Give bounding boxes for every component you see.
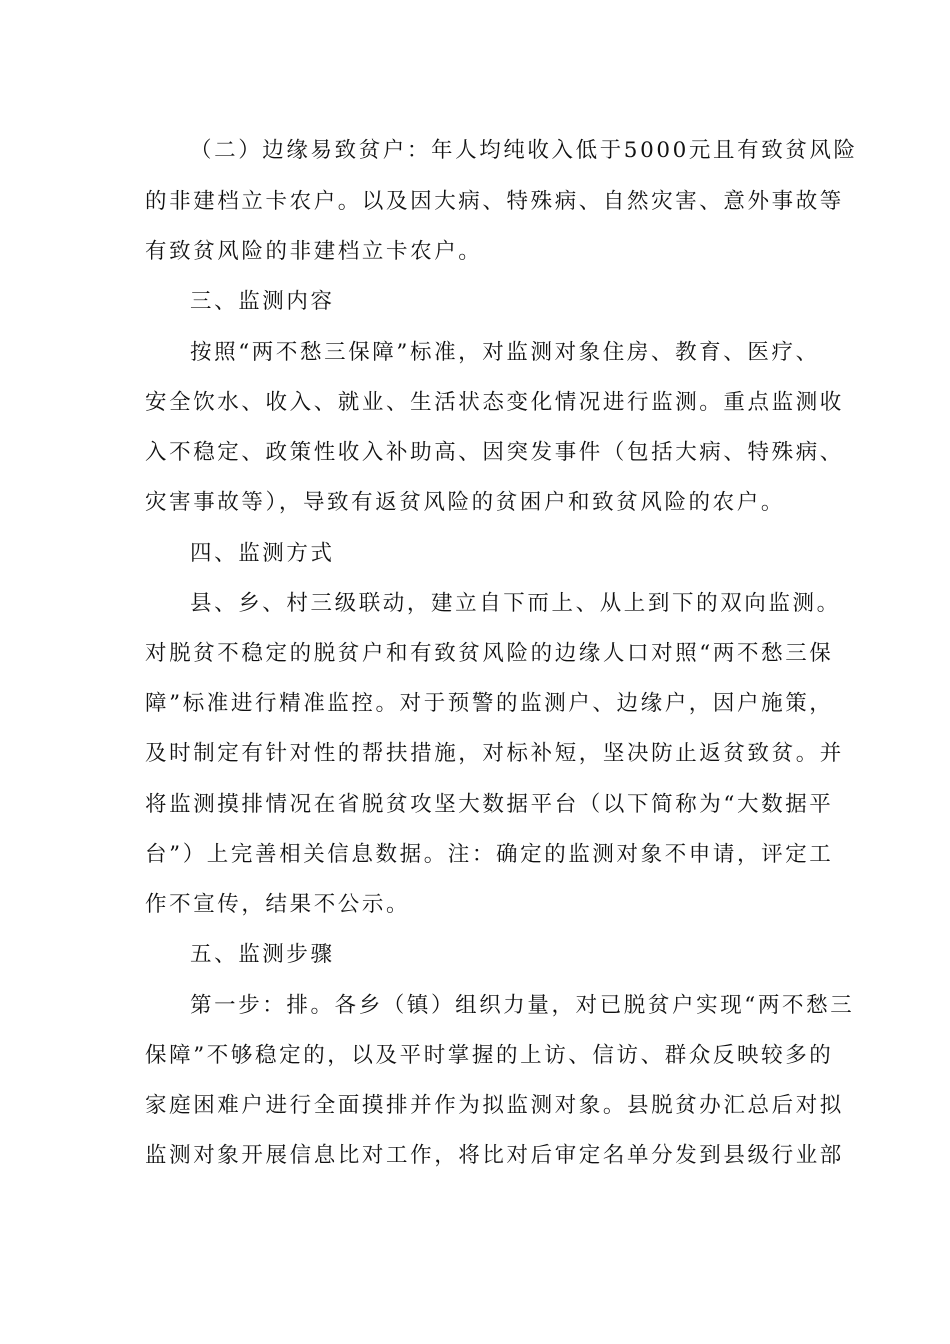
paragraph-line: 障”标准进行精准监控。对于预警的监测户、边缘户，因户施策， (145, 691, 834, 716)
paragraph-line: 及时制定有针对性的帮扶措施，对标补短，坚决防止返贫致贫。并 (145, 741, 844, 766)
paragraph-line: 有致贫风险的非建档立卡农户。 (145, 239, 483, 264)
paragraph-line: 的非建档立卡农户。以及因大病、特殊病、自然灾害、意外事故等 (145, 189, 844, 214)
paragraph-line: 将监测摸排情况在省脱贫攻坚大数据平台（以下简称为“大数据平 (145, 792, 834, 817)
section-heading: 四、监测方式 (190, 541, 335, 566)
paragraph-line: 作不宣传，结果不公示。 (145, 892, 411, 917)
section-heading: 五、监测步骤 (190, 942, 335, 967)
paragraph-line: 保障”不够稳定的，以及平时掌握的上访、信访、群众反映较多的 (145, 1043, 834, 1068)
paragraph-line: 安全饮水、收入、就业、生活状态变化情况进行监测。重点监测收 (145, 390, 844, 415)
paragraph-line: 灾害事故等），导致有返贫风险的贫困户和致贫风险的农户。 (145, 490, 785, 515)
paragraph-line: （二）边缘易致贫户：年人均纯收入低于5000元且有致贫风险 (190, 138, 858, 163)
paragraph-line: 对脱贫不稳定的脱贫户和有致贫风险的边缘人口对照“两不愁三保 (145, 641, 834, 666)
paragraph-line: 台”）上完善相关信息数据。注：确定的监测对象不申请，评定工 (145, 842, 834, 867)
paragraph-line: 按照“两不愁三保障”标准，对监测对象住房、教育、医疗、 (190, 340, 820, 365)
paragraph-line: 县、乡、村三级联动，建立自下而上、从上到下的双向监测。 (190, 591, 841, 616)
paragraph-line: 监测对象开展信息比对工作，将比对后审定名单分发到县级行业部 (145, 1143, 844, 1168)
paragraph-line: 入不稳定、政策性收入补助高、因突发事件（包括大病、特殊病、 (145, 440, 844, 465)
paragraph-line: 家庭困难户进行全面摸排并作为拟监测对象。县脱贫办汇总后对拟 (145, 1093, 844, 1118)
section-heading: 三、监测内容 (190, 289, 335, 314)
paragraph-line: 第一步：排。各乡（镇）组织力量，对已脱贫户实现“两不愁三 (190, 993, 855, 1018)
